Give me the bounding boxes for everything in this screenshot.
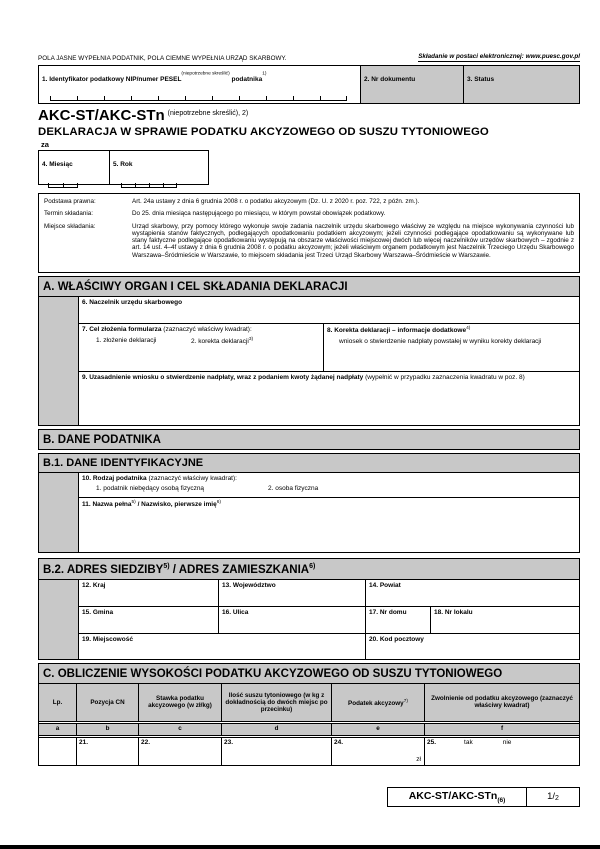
period-for-label: za xyxy=(41,140,49,149)
electronic-filing-note: Składanie w postaci elektronicznej: www.puesc.gov.pl xyxy=(418,53,580,60)
field-20-postal-code[interactable]: 20. Kod pocztowy xyxy=(369,635,424,643)
section-b xyxy=(38,429,580,450)
field-9-label: 9. Uzasadnienie wniosku o stwierdzenie nadpłaty, wraz z podaniem kwoty żądanej nadpłaty xyxy=(82,374,366,381)
field-12-country[interactable]: 12. Kraj xyxy=(79,580,219,606)
footer-form-version: (6) xyxy=(497,796,506,804)
cell-23-quantity[interactable]: 23. xyxy=(222,738,332,765)
field-14-county[interactable]: 14. Powiat xyxy=(369,581,401,589)
section-a-gutter xyxy=(39,297,79,425)
col-header-rate: Stawka podatku akcyzowego (w zł/kg) xyxy=(139,684,222,721)
field-8-correction-info xyxy=(324,324,579,371)
identification-row xyxy=(38,65,580,104)
form-code-title: AKC-ST/AKC-STn xyxy=(38,107,165,124)
tax-calculation-table xyxy=(39,684,579,765)
footer-form-code: AKC-ST/AKC-STn$_{(6)}$ xyxy=(388,788,527,806)
field-5-label: 5. Rok xyxy=(113,161,133,168)
top-note-row xyxy=(38,50,580,62)
field-10-label: 10. Rodzaj podatnika xyxy=(82,475,149,482)
cell-lp[interactable] xyxy=(39,738,77,765)
section-b2-footnote-1: 5) xyxy=(163,563,170,570)
field-10-option-1[interactable]: 1. podatnik niebędący osobą fizyczną xyxy=(96,485,205,492)
field-8-overpayment-option[interactable]: wniosek o stwierdzenie nadpłaty powstałej w wyniku korekty deklaracji xyxy=(339,338,542,346)
col-header-lp: Lp. xyxy=(39,684,77,721)
section-c-header: C. OBLICZENIE WYSOKOŚCI PODATKU AKCYZOWEGO OD SUSZU TYTONIOWEGO xyxy=(39,664,579,684)
filing-deadline-row xyxy=(44,210,574,217)
section-b2-footnote-2: 6) xyxy=(309,563,316,570)
col-header-quantity: Ilość suszu tytoniowego (w kg z dokładnością do dwóch miejsc po przecinku) xyxy=(222,684,332,721)
section-a xyxy=(38,276,580,426)
field-1-footnote: 1) xyxy=(262,71,267,77)
section-c xyxy=(38,663,580,766)
period-row xyxy=(38,150,580,185)
exemption-no-option[interactable]: nie xyxy=(502,738,512,746)
field-18-apartment-number[interactable]: 18. Nr lokalu xyxy=(434,608,473,616)
cell-25-exemption: 25. tak nie xyxy=(427,738,512,746)
field-2-document-number[interactable] xyxy=(360,66,463,103)
legal-info-box xyxy=(38,193,580,273)
field-11-full-name[interactable] xyxy=(79,498,579,552)
section-b1 xyxy=(38,453,580,553)
field-19-city[interactable]: 19. Miejscowość xyxy=(79,634,366,659)
field-11-label-2: / Nazwisko, pierwsze imię xyxy=(135,501,217,509)
field-15-commune[interactable]: 15. Gmina xyxy=(79,607,219,633)
field-5-year[interactable] xyxy=(109,150,209,185)
col-header-tax: Podatek akcyzowy$^{7)}$ xyxy=(332,684,425,721)
field-1-strike-note: (niepotrzebne skreślić) xyxy=(181,71,230,77)
currency-zl-label: zł xyxy=(416,755,421,763)
form-code-note: (niepotrzebne skreślić), 2) xyxy=(167,110,249,117)
field-10-option-2[interactable]: 2. osoba fizyczna xyxy=(268,485,319,492)
field-7-filing-purpose xyxy=(79,324,324,371)
col-header-tax-footnote: 7) xyxy=(403,698,408,704)
field-7-option-1[interactable]: 1. złożenie deklaracji xyxy=(96,337,157,344)
filing-place-row xyxy=(44,223,574,259)
cell-21-cn[interactable]: 21. xyxy=(77,738,139,765)
field-10-note: (zaznaczyć właściwy kwadrat): xyxy=(148,475,237,482)
section-b2 xyxy=(38,558,580,660)
field-11-label: 11. Nazwa pełna xyxy=(82,501,132,509)
field-8-label: 8. Korekta deklaracji – informacje dodatkowe xyxy=(327,327,467,335)
col-header-exemption: Zwolnienie od podatku akcyzowego (zaznaczyć właściwy kwadrat) xyxy=(425,684,579,721)
field-11-footnote-2: 6) xyxy=(216,500,221,505)
legal-basis-label: Podstawa prawna: xyxy=(44,198,96,205)
table-header-row xyxy=(39,684,579,722)
field-10-taxpayer-type xyxy=(79,473,579,498)
fill-instructions-note: POLA JASNE WYPEŁNIA PODATNIK, POLA CIEMNE WYPEŁNIA URZĄD SKARBOWY. xyxy=(38,55,287,62)
field-11-footnote-1: 5) xyxy=(131,500,136,505)
field-7-option-2-footnote: 3) xyxy=(248,337,254,342)
field-16-street[interactable]: 16. Ulica xyxy=(219,607,366,633)
cell-22-rate[interactable]: 22. xyxy=(139,738,222,765)
legal-basis-text: Art. 24a ustawy z dnia 6 grudnia 2008 r. o podatku akcyzowym (Dz. U. z 2020 r. poz. 722, z późn. zm.). xyxy=(132,198,420,205)
section-b1-gutter xyxy=(39,473,79,552)
filing-place-label: Miejsce składania: xyxy=(44,222,96,230)
section-a-header: A. WŁAŚCIWY ORGAN I CEL SKŁADANIA DEKLARACJI xyxy=(39,277,579,297)
section-b2-header: B.2. ADRES SIEDZIBY$^{5)}$ / ADRES ZAMIESZKANIA$^{6)}$ xyxy=(39,559,579,580)
declaration-title: DEKLARACJA W SPRAWIE PODATKU AKCYZOWEGO OD SUSZU TYTONIOWEGO xyxy=(38,126,489,138)
field-7-option-2[interactable]: 2. korekta deklaracji$^{3)}$ xyxy=(191,337,254,346)
nip-pesel-comb-input[interactable] xyxy=(50,96,357,101)
filing-deadline-label: Termin składania: xyxy=(44,210,93,218)
field-4-label: 4. Miesiąc xyxy=(42,161,73,168)
field-7-label: 7. Cel złożenia formularza xyxy=(82,326,164,333)
field-6-tax-office-head[interactable] xyxy=(79,297,579,324)
section-b2-gutter xyxy=(39,580,79,659)
field-4-month[interactable] xyxy=(38,150,110,185)
cell-24-tax[interactable]: 24. zł xyxy=(332,738,425,765)
field-9-note: (wypełnić w przypadku zaznaczenia kwadratu w poz. 8) xyxy=(365,374,525,381)
title-block xyxy=(38,107,580,149)
table-letter-row: a b c d e f xyxy=(39,723,579,736)
section-b1-header: B.1. DANE IDENTYFIKACYJNE xyxy=(39,454,579,473)
field-17-house-number[interactable]: 17. Nr domu xyxy=(366,607,431,633)
field-2-label: 2. Nr dokumentu xyxy=(364,76,416,83)
field-1-label-2: podatnika xyxy=(229,76,263,83)
field-9-overpayment-justification[interactable] xyxy=(79,372,579,425)
col-header-cn: Pozycja CN xyxy=(77,684,139,721)
year-comb-input[interactable] xyxy=(121,183,205,188)
footer-form-code-box xyxy=(387,787,580,807)
filing-deadline-text: Do 25. dnia miesiąca następującego po miesiącu, w którym powstał obowiązek podatkowy. xyxy=(132,210,386,218)
table-data-row xyxy=(39,737,579,765)
exemption-yes-option[interactable]: tak xyxy=(464,738,473,746)
footer-page-number: 1/ 2 xyxy=(547,791,559,803)
field-8-footnote: 4) xyxy=(466,326,471,331)
field-13-voivodeship[interactable]: 13. Województwo xyxy=(219,580,366,606)
page-bottom-edge xyxy=(0,845,600,849)
field-6-label: 6. Naczelnik urzędu skarbowego xyxy=(82,299,183,306)
field-3-label: 3. Status xyxy=(467,76,495,83)
filing-place-text: Urząd skarbowy, przy pomocy którego wykonuje swoje zadania naczelnik urzędu skarbowego właściwy ze względu na miejsce wykonywania czynności lub wystąpienia stanów faktycznych, podlegających opodatkowaniu podatkiem akcyzowym; jeżeli czynności podlegające opodatkowaniu są wykonywane lub stany faktyczne podlegające opodatkowaniu występują na obszarze właściwości miejscowej dwóch lub więcej naczelników urzędów skarbowych – zgodnie z art. 14 ust. 4–4f ustawy z dnia 6 grudnia 2008 r. o podatku akcyzowym; jeżeli właściwym organem podatkowym jest Naczelnik Trzeciego Urzędu Skarbowego Warszawa–Śródmieście w Warszawie, to miejscem składania jest Trzeci Urząd Skarbowy Warszawa–Śródmieście w Warszawie. xyxy=(132,222,574,259)
field-3-status[interactable] xyxy=(463,66,579,103)
field-1-label: 1. Identyfikator podatkowy NIP/numer PESEL xyxy=(42,76,182,83)
legal-basis-row xyxy=(44,198,574,205)
month-comb-input[interactable] xyxy=(48,183,106,188)
field-1-nip-pesel xyxy=(39,66,360,103)
section-b-header: B. DANE PODATNIKA xyxy=(39,430,579,449)
field-7-note: (zaznaczyć właściwy kwadrat): xyxy=(163,326,252,333)
